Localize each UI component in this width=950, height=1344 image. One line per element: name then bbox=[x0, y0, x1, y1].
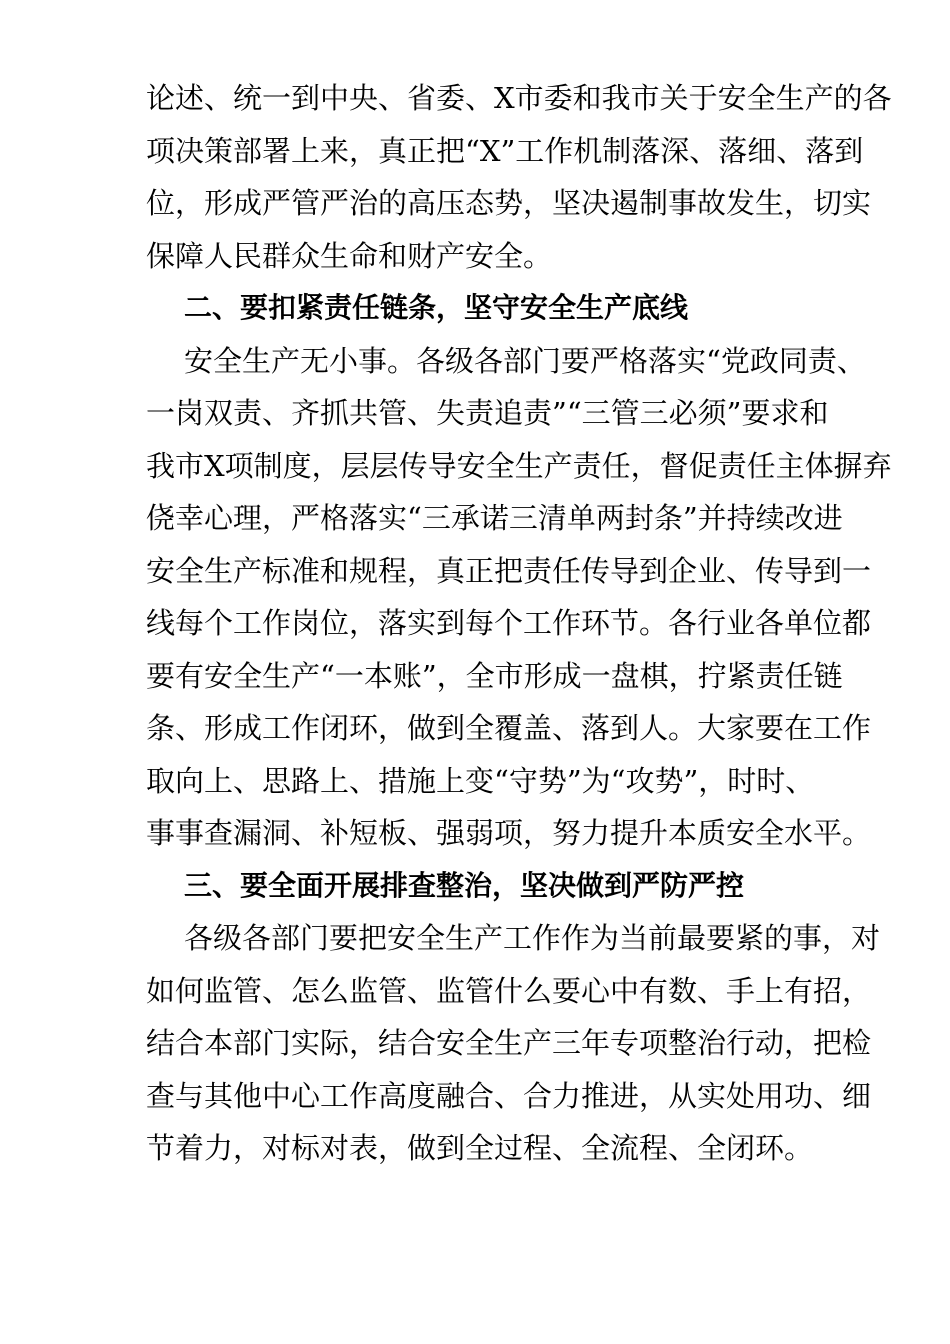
text-line: 查与其他中心工作高度融合、合力推进，从实处用功、细 bbox=[146, 1079, 872, 1113]
text-line: 各级各部门要把安全生产工作作为当前最要紧的事，对 bbox=[184, 921, 881, 955]
text-line: 线每个工作岗位，落实到每个工作环节。各行业各单位都 bbox=[146, 606, 872, 640]
section-heading: 三、要全面开展排查整治，坚决做到严防严控 bbox=[184, 869, 745, 902]
text-line: 节着力，对标对表，做到全过程、全流程、全闭环。 bbox=[146, 1131, 814, 1165]
text-line: 侥幸心理，严格落实“三承诺三清单两封条”并持续改进 bbox=[146, 501, 843, 535]
text-line: 保障人民群众生命和财产安全。 bbox=[146, 239, 553, 273]
text-line: 位，形成严管严治的高压态势，坚决遏制事故发生，切实 bbox=[146, 186, 872, 220]
text-line: 事事查漏洞、补短板、强弱项，努力提升本质安全水平。 bbox=[146, 816, 872, 850]
text-line: 如何监管、怎么监管、监管什么要心中有数、手上有招， bbox=[146, 974, 872, 1008]
text-line: 条、形成工作闭环，做到全覆盖、落到人。大家要在工作 bbox=[146, 711, 872, 745]
text-line: 论述、统一到中央、省委、X市委和我市关于安全生产的各 bbox=[146, 81, 892, 115]
text-line: 要有安全生产“一本账”，全市形成一盘棋，拧紧责任链 bbox=[146, 659, 843, 693]
text-line: 我市X项制度，层层传导安全生产责任，督促责任主体摒弃 bbox=[146, 449, 892, 483]
text-line: 安全生产标准和规程，真正把责任传导到企业、传导到一 bbox=[146, 554, 872, 588]
text-line: 一岗双责、齐抓共管、失责追责”“三管三必须”要求和 bbox=[146, 396, 829, 430]
text-line: 安全生产无小事。各级各部门要严格落实“党政同责、 bbox=[184, 344, 866, 378]
text-line: 结合本部门实际，结合安全生产三年专项整治行动，把检 bbox=[146, 1026, 872, 1060]
text-line: 取向上、思路上、措施上变“守势”为“攻势”，时时、 bbox=[146, 764, 815, 798]
text-line: 项决策部署上来，真正把“X”工作机制落深、落细、落到 bbox=[146, 134, 864, 168]
section-heading: 二、要扣紧责任链条，坚守安全生产底线 bbox=[184, 291, 689, 324]
